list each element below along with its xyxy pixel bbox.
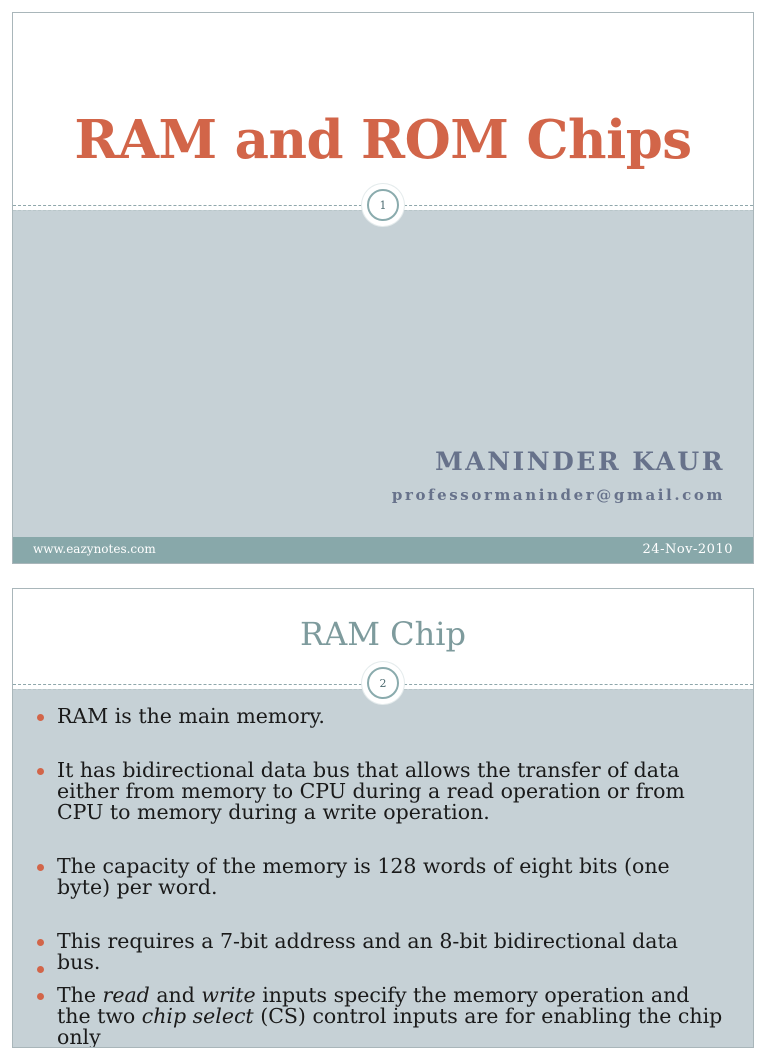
bullet-item: [37, 985, 727, 1048]
slide-title: RAM and ROM Chips: [74, 109, 692, 171]
bullet-text: The capacity of the memory is 128 words of eight bits (one byte) per word.: [57, 854, 670, 899]
bullet-text-part: and: [149, 983, 202, 1007]
slide-2: [12, 588, 754, 1048]
bullet-item: [37, 931, 727, 973]
bullet-dot-icon: [37, 768, 44, 775]
bullet-item: [37, 760, 727, 823]
bullet-item: [37, 706, 727, 727]
bullet-text-part: The: [57, 983, 103, 1007]
slide-number: 2: [367, 667, 399, 699]
slide-number-badge: [362, 662, 404, 704]
bullet-text-italic: write: [201, 983, 256, 1007]
bullet-text: RAM is the main memory.: [57, 704, 325, 728]
bullet-dot-icon: [37, 993, 44, 1000]
footer-bar: [13, 537, 753, 564]
bullet-item: [37, 856, 727, 898]
bullet-text-part: inputs specify the memory operation and the two: [57, 983, 690, 1028]
slide-number-badge: [362, 184, 404, 226]
author-name: MANINDER KAUR: [435, 447, 725, 476]
bullet-text-part: (CS) control inputs are for enabling the chip only: [57, 1004, 723, 1048]
bullet-dot-icon: [37, 714, 44, 721]
bullet-dot-icon: [37, 939, 44, 946]
author-email: professormaninder@gmail.com: [391, 486, 725, 504]
slide-1: [12, 12, 754, 564]
bullet-text-italic: chip select: [141, 1004, 254, 1028]
bullet-dot-icon: [37, 966, 44, 973]
bullet-text-italic: read: [102, 983, 150, 1007]
bullet-text: This requires a 7-bit address and an 8-bit bidirectional data bus.: [57, 929, 678, 974]
bullet-text: It has bidirectional data bus that allows the transfer of data either from memory to CPU during a read operation or from CPU to memory during a write operation.: [57, 758, 685, 824]
slide-title: RAM Chip: [300, 615, 466, 653]
slide-number: 1: [367, 189, 399, 221]
footer-website: www.eazynotes.com: [33, 542, 156, 556]
slide-1-title-area: [13, 13, 753, 209]
bullet-dot-icon: [37, 864, 44, 871]
footer-date: 24-Nov-2010: [642, 542, 733, 557]
